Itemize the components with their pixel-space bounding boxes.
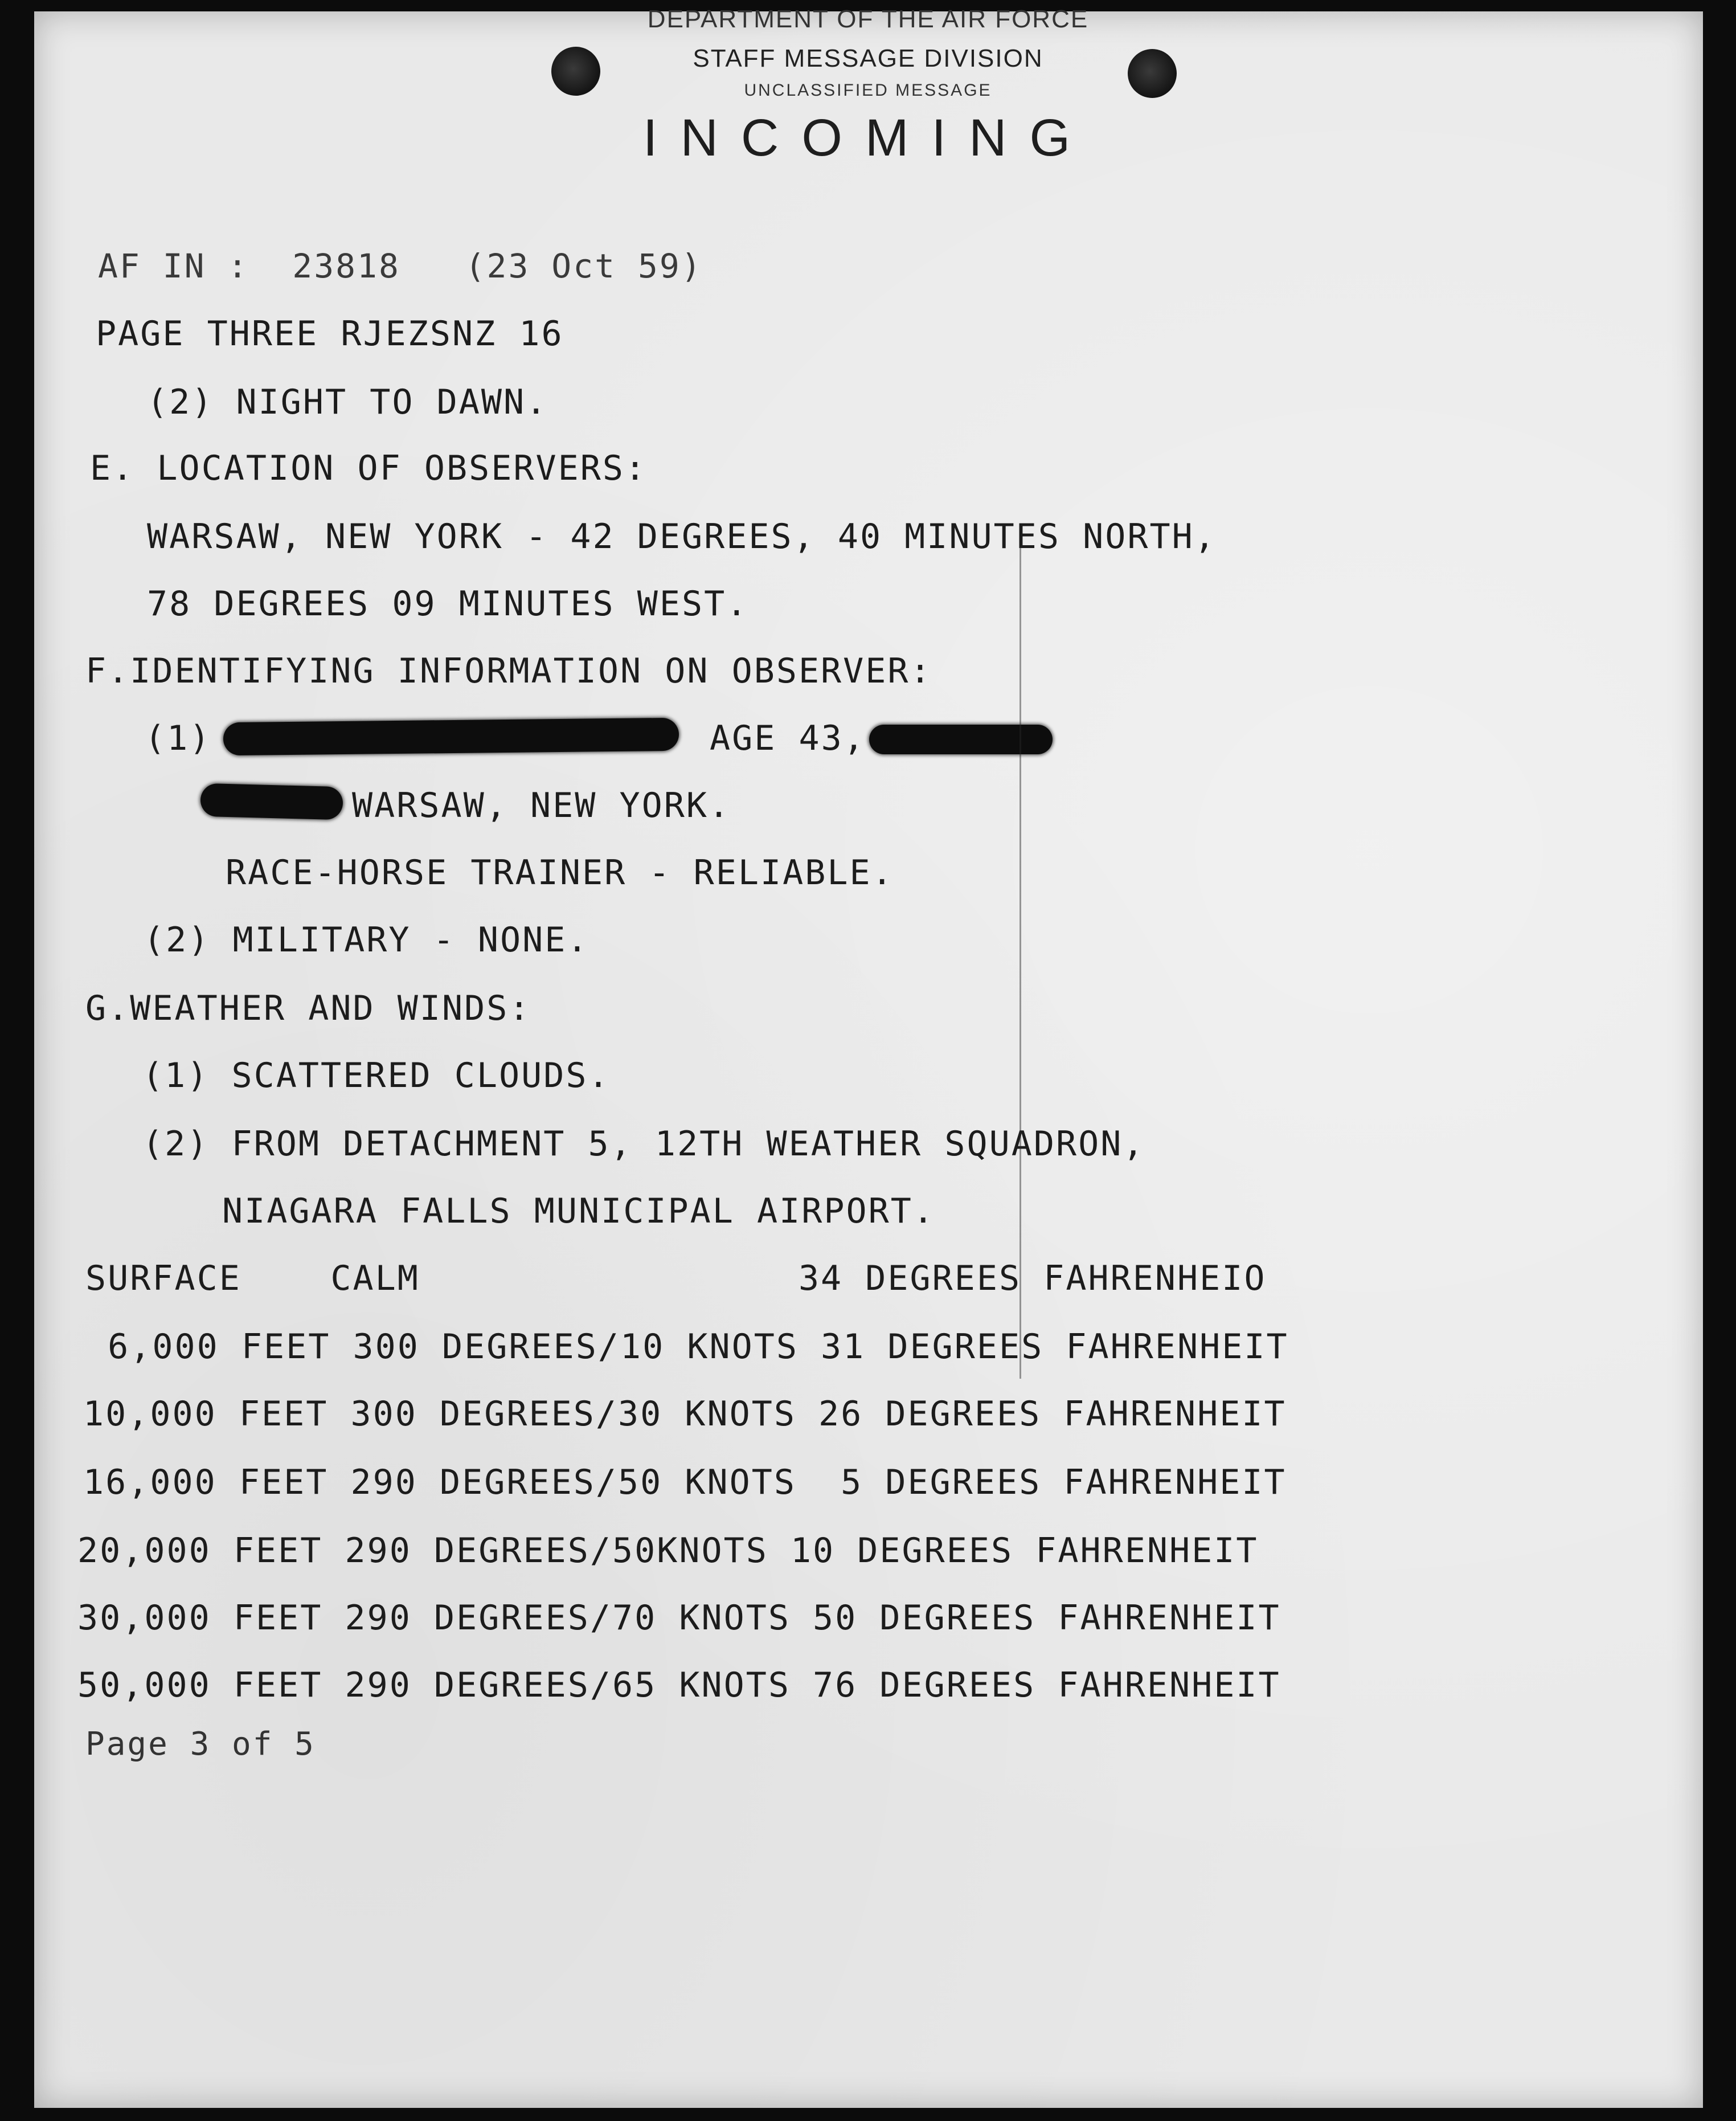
observer-age: AGE 43, — [710, 718, 866, 758]
redaction-street — [200, 783, 343, 820]
weather-clouds: (1) SCATTERED CLOUDS. — [142, 1056, 611, 1096]
header-classification: UNCLASSIFIED MESSAGE — [744, 81, 992, 100]
section-g-heading: G.WEATHER AND WINDS: — [85, 988, 531, 1028]
section-f-heading: F.IDENTIFYING INFORMATION ON OBSERVER: — [85, 651, 932, 691]
header-title: INCOMING — [642, 109, 1094, 167]
weather-source-2: NIAGARA FALLS MUNICIPAL AIRPORT. — [222, 1191, 935, 1231]
winds-row-30000: 30,000 FEET 290 DEGREES/70 KNOTS 50 DEGREES FAHRENHEIT — [77, 1598, 1281, 1638]
winds-row-16000: 16,000 FEET 290 DEGREES/50 KNOTS 5 DEGREES FAHRENHEIT — [83, 1462, 1287, 1502]
observer-military: (2) MILITARY - NONE. — [144, 920, 589, 960]
weather-source-1: (2) FROM DETACHMENT 5, 12TH WEATHER SQUADRON, — [142, 1124, 1145, 1164]
winds-row-10000: 10,000 FEET 300 DEGREES/30 KNOTS 26 DEGREES FAHRENHEIT — [83, 1394, 1287, 1434]
winds-row-20000: 20,000 FEET 290 DEGREES/50KNOTS 10 DEGREES FAHRENHEIT — [77, 1531, 1259, 1571]
header-division: STAFF MESSAGE DIVISION — [693, 44, 1043, 72]
header-department: DEPARTMENT OF THE AIR FORCE — [647, 8, 1089, 31]
winds-row-6000: 6,000 FEET 300 DEGREES/10 KNOTS 31 DEGREES FAHRENHEIT — [85, 1327, 1289, 1367]
winds-row-50000: 50,000 FEET 290 DEGREES/65 KNOTS 76 DEGREES FAHRENHEIT — [77, 1665, 1281, 1705]
section-e-heading: E. LOCATION OF OBSERVERS: — [90, 448, 648, 488]
location-line-2: 78 DEGREES 09 MINUTES WEST. — [147, 584, 749, 624]
item-d2: (2) NIGHT TO DAWN. — [147, 382, 548, 422]
scan-border — [1703, 0, 1736, 2121]
redaction-name — [223, 718, 679, 755]
page-reference: PAGE THREE RJEZSNZ 16 — [96, 314, 564, 354]
observer-item-number: (1) — [145, 718, 212, 758]
redaction-address — [869, 725, 1053, 754]
observer-occupation: RACE-HORSE TRAINER - RELIABLE. — [226, 853, 894, 893]
winds-row-surface: SURFACE CALM 34 DEGREES FAHRENHEIO — [85, 1258, 1267, 1298]
observer-city: WARSAW, NEW YORK. — [352, 786, 731, 825]
page-number: Page 3 of 5 — [85, 1726, 316, 1763]
af-in-line: AF IN : 23818 (23 Oct 59) — [98, 247, 703, 285]
location-line-1: WARSAW, NEW YORK - 42 DEGREES, 40 MINUTES NORTH, — [147, 517, 1217, 557]
fold-crease — [1020, 547, 1021, 1379]
